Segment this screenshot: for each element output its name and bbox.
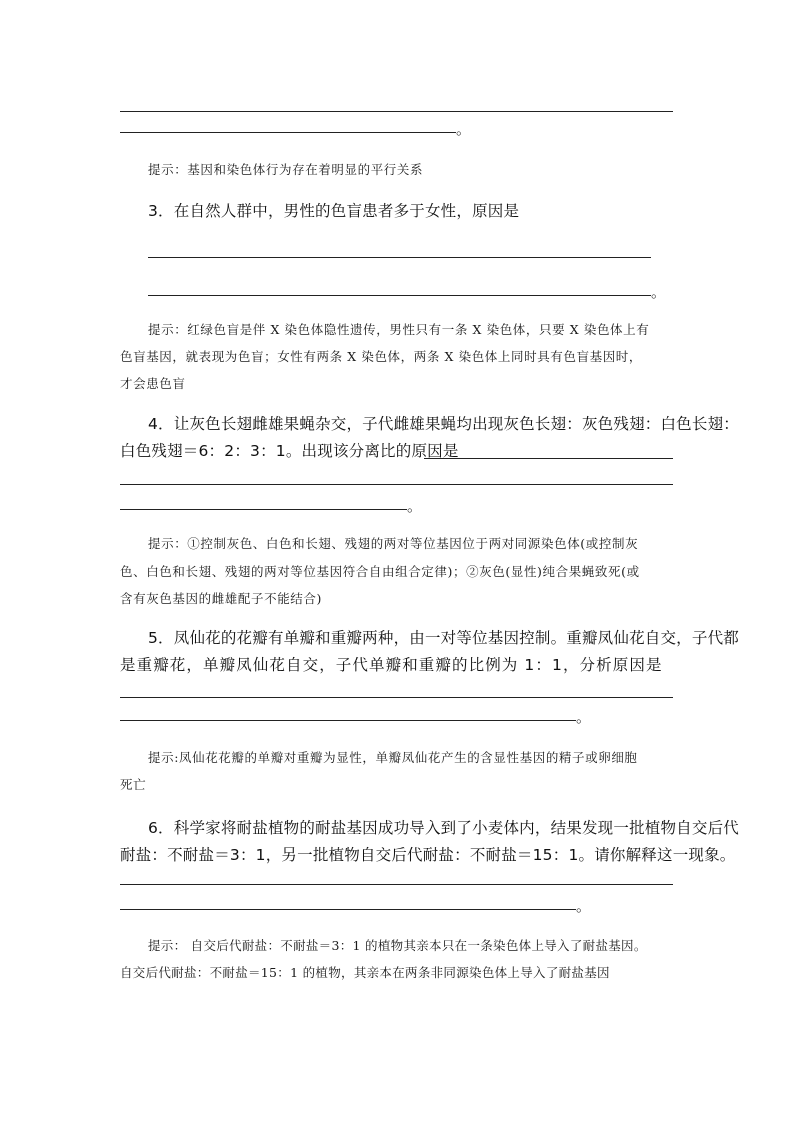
hint-4-line-1: 提示：①控制灰色、白色和长翅、残翅的两对等位基因位于两对同源染色体(或控制灰: [148, 536, 639, 551]
period: 。: [651, 283, 667, 301]
hint-4-line-3: 含有灰色基因的雌雄配子不能结合): [120, 591, 322, 606]
period: 。: [576, 897, 592, 915]
answer-line[interactable]: [120, 132, 456, 133]
hint-6-line-1: 提示： 自交后代耐盐：不耐盐＝3：1 的植物其亲本只在一条染色体上导入了耐盐基因。: [148, 938, 647, 953]
question-4-line-2: 白色残翅＝6：2：3：1。出现该分离比的原因是: [120, 442, 459, 460]
answer-line[interactable]: [120, 484, 673, 485]
hint-5-line-1: 提示:凤仙花花瓣的单瓣对重瓣为显性，单瓣凤仙花产生的含显性基因的精子或卵细胞: [148, 750, 638, 765]
question-3: 3．在自然人群中，男性的色盲患者多于女性，原因是: [148, 202, 520, 220]
question-5-line-2: 是重瓣花，单瓣凤仙花自交，子代单瓣和重瓣的比例为 1：1，分析原因是: [120, 656, 663, 674]
answer-line[interactable]: [148, 257, 651, 258]
answer-line[interactable]: [120, 909, 576, 910]
question-4-line-1: 4．让灰色长翅雌雄果蝇杂交，子代雌雄果蝇均出现灰色长翅：灰色残翅：白色长翅：: [148, 415, 739, 433]
question-6-line-2: 耐盐：不耐盐＝3：1，另一批植物自交后代耐盐：不耐盐＝15：1。请你解释这一现象。: [120, 846, 736, 864]
answer-line[interactable]: [120, 111, 673, 112]
answer-line[interactable]: [120, 697, 673, 698]
answer-line[interactable]: [120, 720, 576, 721]
hint-4-line-2: 色、白色和长翅、残翅的两对等位基因符合自由组合定律)；②灰色(显性)纯合果蝇致死(或: [120, 564, 640, 579]
hint-3-line-2: 色盲基因，就表现为色盲；女性有两条 X 染色体，两条 X 染色体上同时具有色盲基因时，: [120, 349, 642, 364]
hint-5-line-2: 死亡: [120, 777, 147, 792]
answer-line[interactable]: [424, 458, 673, 459]
answer-line[interactable]: [120, 884, 673, 885]
period: 。: [407, 497, 423, 515]
question-5-line-1: 5．凤仙花的花瓣有单瓣和重瓣两种，由一对等位基因控制。重瓣凤仙花自交，子代都: [148, 629, 739, 647]
period: 。: [576, 708, 592, 726]
answer-line[interactable]: [148, 295, 651, 296]
hint-1: 提示：基因和染色体行为存在着明显的平行关系: [148, 162, 424, 177]
question-6-line-1: 6．科学家将耐盐植物的耐盐基因成功导入到了小麦体内，结果发现一批植物自交后代: [148, 819, 739, 837]
hint-3-line-3: 才会患色盲: [120, 376, 186, 391]
hint-6-line-2: 自交后代耐盐：不耐盐＝15：1 的植物，其亲本在两条非同源染色体上导入了耐盐基因: [120, 965, 610, 980]
answer-line[interactable]: [120, 509, 407, 510]
period: 。: [456, 120, 472, 138]
hint-3-line-1: 提示：红绿色盲是伴 X 染色体隐性遗传，男性只有一条 X 染色体，只要 X 染色体上有: [148, 322, 650, 337]
